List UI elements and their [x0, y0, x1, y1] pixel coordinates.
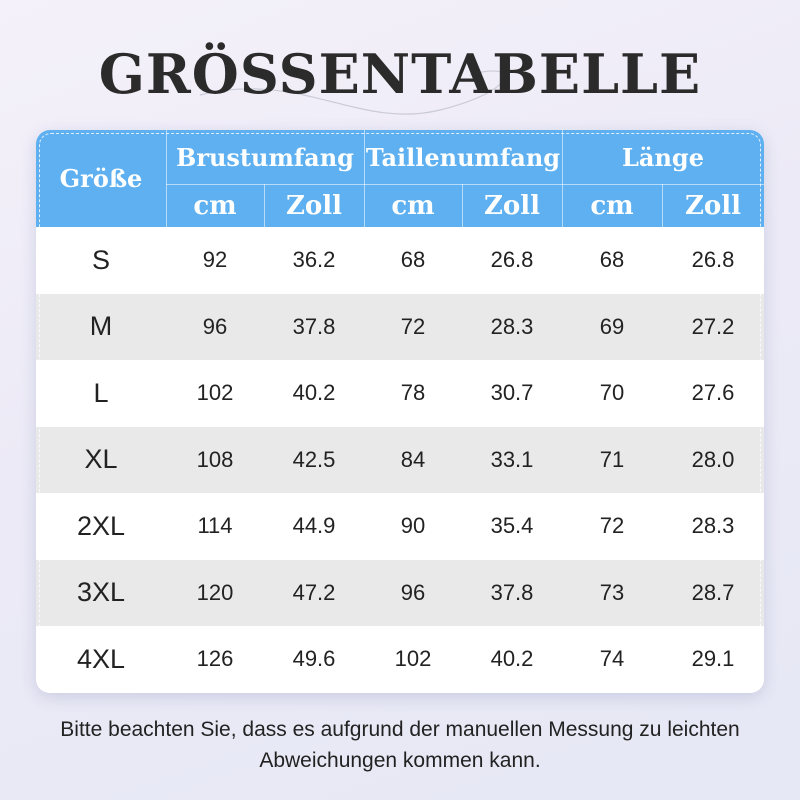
measurement-cell: 72	[599, 513, 625, 539]
measurement-cell: 42.5	[292, 446, 336, 472]
measurement-cell: 108	[196, 446, 234, 472]
measurement-cell: 96	[202, 313, 228, 339]
measurement-cell: 37.8	[490, 579, 534, 605]
table-header	[36, 130, 764, 227]
measurement-cell: 68	[599, 247, 625, 273]
measurement-cell: 26.8	[691, 247, 735, 273]
measurement-cell: 28.7	[691, 579, 735, 605]
measurement-cell: 29.1	[691, 646, 735, 672]
size-label: XL	[84, 444, 118, 475]
measurement-cell: 74	[599, 646, 625, 672]
measurement-cell: 28.3	[490, 313, 534, 339]
measurement-cell: 84	[400, 446, 426, 472]
header-unit-cm: cm	[391, 190, 435, 221]
size-label: 3XL	[76, 577, 126, 608]
measurement-cell: 28.3	[691, 513, 735, 539]
table-row	[36, 427, 764, 494]
table-row	[36, 227, 764, 294]
measurement-cell: 69	[599, 313, 625, 339]
measurement-cell: 73	[599, 579, 625, 605]
measurement-cell: 40.2	[292, 380, 336, 406]
size-label: M	[89, 311, 113, 342]
header-unit-cm: cm	[193, 190, 237, 221]
measurement-cell: 33.1	[490, 446, 534, 472]
measurement-cell: 27.6	[691, 380, 735, 406]
measurement-cell: 90	[400, 513, 426, 539]
measurement-cell: 78	[400, 380, 426, 406]
table-row	[36, 560, 764, 627]
table-row	[36, 294, 764, 361]
measurement-cell: 114	[197, 513, 233, 539]
measurement-cell: 126	[196, 646, 234, 672]
size-table	[36, 130, 764, 693]
header-unit-inch: Zoll	[285, 190, 343, 221]
measurement-cell: 27.2	[691, 313, 735, 339]
measurement-cell: 72	[400, 313, 426, 339]
measurement-cell: 92	[202, 247, 228, 273]
measurement-cell: 47.2	[292, 579, 336, 605]
measurement-cell: 37.8	[292, 313, 336, 339]
measurement-cell: 28.0	[691, 446, 735, 472]
header-group-chest: Brustumfang	[176, 142, 354, 172]
measurement-cell: 96	[400, 579, 426, 605]
header-unit-inch: Zoll	[483, 190, 541, 221]
measurement-cell: 102	[196, 380, 234, 406]
measurement-note: Bitte beachten Sie, dass es aufgrund der manuellen Messung zu leichten Abweichungen kommen kann.	[60, 718, 740, 772]
size-label: 2XL	[76, 510, 126, 541]
measurement-cell: 49.6	[292, 646, 336, 672]
size-label: L	[93, 377, 109, 408]
size-label: 4XL	[76, 643, 126, 674]
size-label: S	[91, 244, 110, 275]
measurement-cell: 68	[400, 247, 426, 273]
header-group-waist: Taillenumfang	[365, 142, 561, 172]
header-size: Größe	[59, 164, 143, 193]
measurement-cell: 71	[599, 446, 625, 472]
header-group-length: Länge	[622, 142, 704, 172]
table-row	[36, 360, 764, 427]
measurement-cell: 36.2	[292, 247, 336, 273]
header-unit-inch: Zoll	[684, 190, 742, 221]
table-row	[36, 626, 764, 693]
measurement-cell: 44.9	[292, 513, 336, 539]
table-row	[36, 493, 764, 560]
measurement-cell: 102	[394, 646, 432, 672]
measurement-cell: 30.7	[490, 380, 534, 406]
measurement-cell: 26.8	[490, 247, 534, 273]
header-unit-cm: cm	[590, 190, 634, 221]
measurement-cell: 70	[599, 380, 625, 406]
page-title: GRÖSSENTABELLE	[98, 42, 702, 106]
measurement-cell: 120	[196, 579, 234, 605]
measurement-cell: 35.4	[490, 513, 534, 539]
measurement-cell: 40.2	[490, 646, 534, 672]
